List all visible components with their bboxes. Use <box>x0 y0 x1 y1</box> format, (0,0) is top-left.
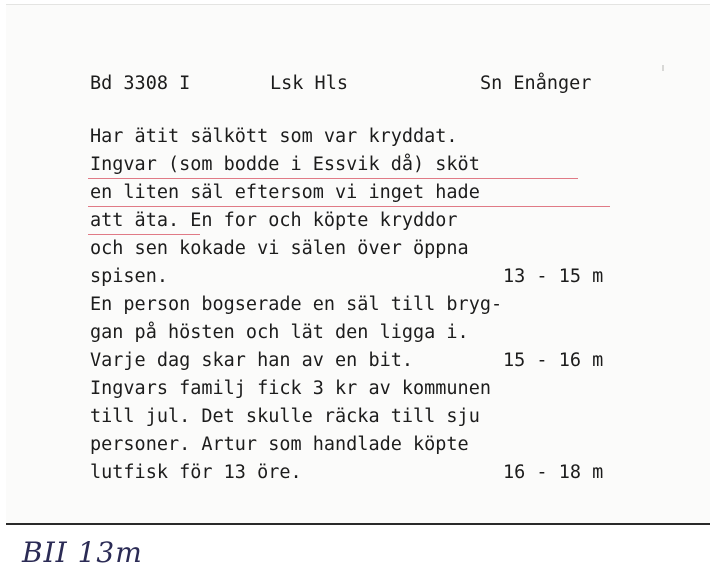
margin-mark <box>662 65 664 71</box>
underline-mark <box>88 206 610 207</box>
text-line: spisen. <box>90 266 168 287</box>
range-mark: 13 - 15 m <box>503 266 604 287</box>
text-line: En person bogserade en säl till bryg- <box>90 294 503 315</box>
card-parish: Sn Enånger <box>480 73 592 94</box>
range-mark: 16 - 18 m <box>503 462 604 483</box>
text-line: personer. Artur som handlade köpte <box>90 434 469 455</box>
range-mark: 15 - 16 m <box>503 350 604 371</box>
handwritten-note: BII 13m <box>22 536 143 569</box>
text-line: att äta. En for och köpte kryddor <box>90 210 458 231</box>
text-line: och sen kokade vi sälen över öppna <box>90 238 469 259</box>
text-line: en liten säl eftersom vi inget hade <box>90 182 480 203</box>
text-line: gan på hösten och lät den ligga i. <box>90 322 469 343</box>
text-line: Ingvars familj fick 3 kr av kommunen <box>90 378 491 399</box>
underline-mark <box>88 234 200 235</box>
card-area: Lsk Hls <box>270 73 348 94</box>
text-line: Ingvar (som bodde i Essvik då) sköt <box>90 154 480 175</box>
text-line: till jul. Det skulle räcka till sju <box>90 406 480 427</box>
text-line: Varje dag skar han av en bit. <box>90 350 414 371</box>
card-reference: Bd 3308 I <box>90 73 191 94</box>
text-line: Har ätit sälkött som var kryddat. <box>90 126 458 147</box>
underline-mark <box>88 178 578 179</box>
text-line: lutfisk för 13 öre. <box>90 462 302 483</box>
